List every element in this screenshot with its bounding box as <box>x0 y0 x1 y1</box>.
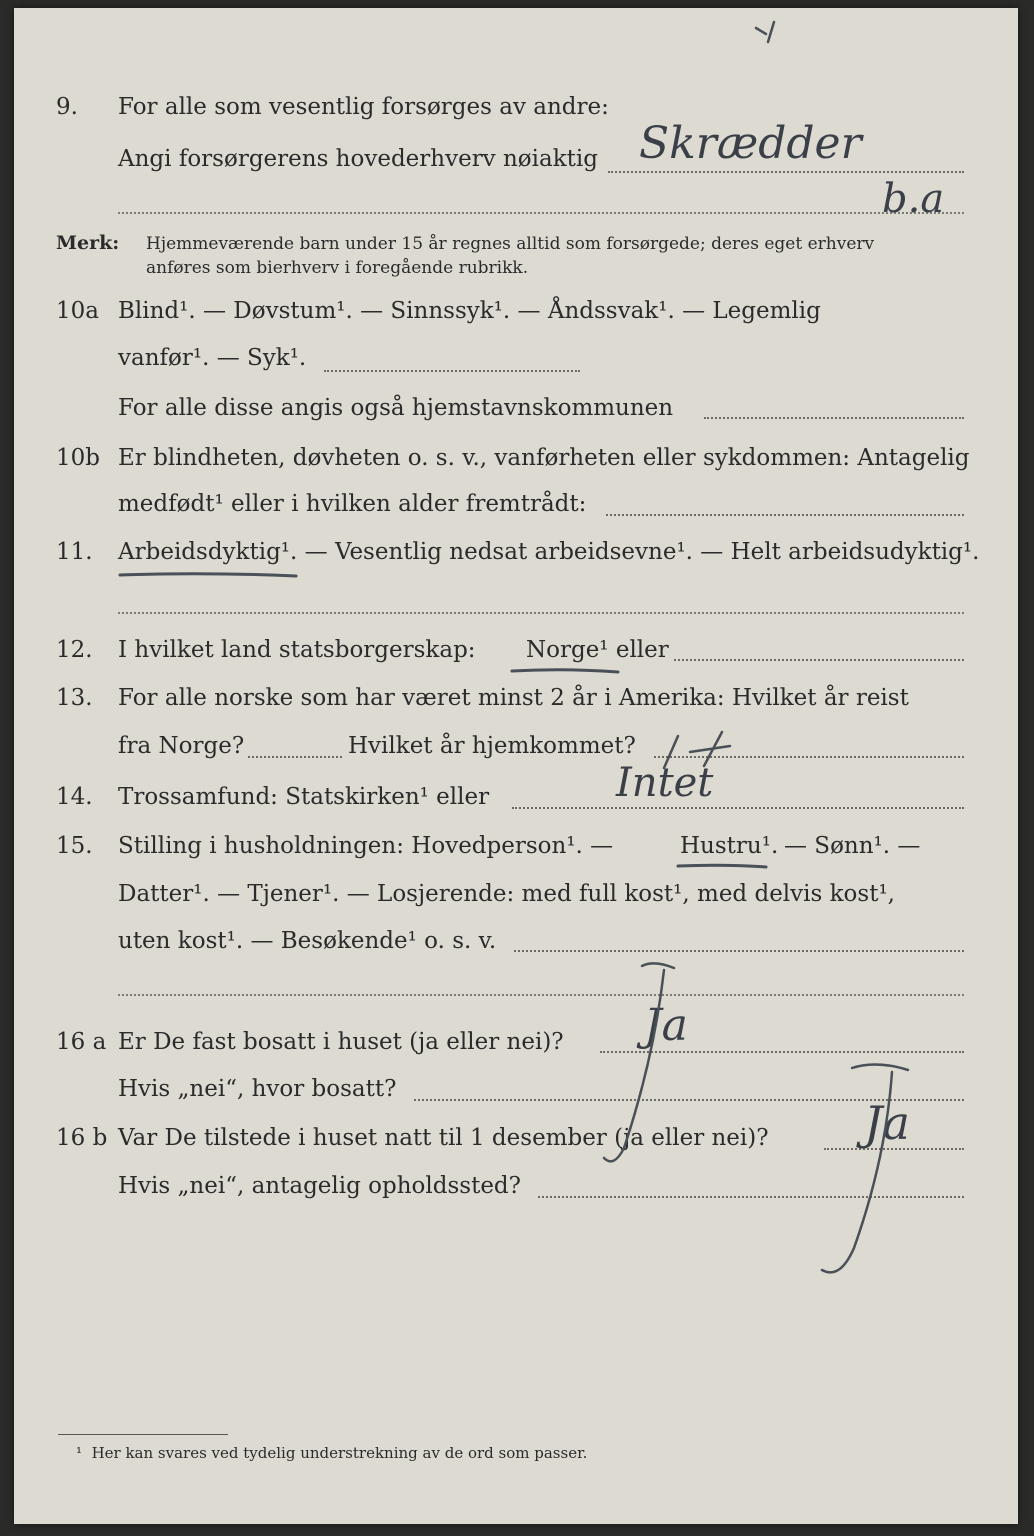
q13-number: 13. <box>56 685 93 711</box>
q9-line2: Angi forsørgerens hovederhverv nøiaktig <box>118 146 598 172</box>
q15-number: 15. <box>56 833 93 859</box>
q15-opt-hustru[interactable]: Hustru¹. <box>680 833 779 859</box>
q16a-number: 16 a <box>56 1029 107 1055</box>
q10b-line2: medfødt¹ eller i hvilken alder fremtrådt: <box>118 491 587 517</box>
merk-line2: anføres som bierhverv i foregående rubrikk. <box>146 258 529 278</box>
q9-line1: For alle som vesentlig forsørges av andre: <box>118 94 609 120</box>
q14-handwritten-answer: Intet <box>616 760 714 806</box>
q15-line1a: Stilling i husholdningen: Hovedperson¹. — <box>118 833 614 859</box>
q15-line2: Datter¹. — Tjener¹. — Losjerende: med full kost¹, med delvis kost¹, <box>118 881 895 907</box>
footnote-text: Her kan svares ved tydelig understrekning av de ord som passer. <box>91 1444 588 1462</box>
q9-number: 9. <box>56 94 78 120</box>
q12-opt-norge[interactable]: Norge¹ eller <box>526 637 669 663</box>
q16b-line1: Var De tilstede i huset natt til 1 desember (ja eller nei)? <box>118 1125 769 1151</box>
top-mark-stroke <box>756 22 774 42</box>
q12-number: 12. <box>56 637 93 663</box>
q16a-handwritten-answer: Ja <box>644 1000 688 1051</box>
q10b-number: 10b <box>56 445 100 471</box>
q11-number: 11. <box>56 539 93 565</box>
q14-text: Trossamfund: Statskirken¹ eller <box>118 784 490 810</box>
q10a-number: 10a <box>56 298 99 324</box>
q16a-line2: Hvis „nei“, hvor bosatt? <box>118 1076 397 1102</box>
q15-line3: uten kost¹. — Besøkende¹ o. s. v. <box>118 928 497 954</box>
underline-norge <box>512 670 618 672</box>
q16b-handwritten-answer: Ja <box>864 1096 910 1150</box>
merk-line1: Hjemmeværende barn under 15 år regnes alltid som forsørgede; deres eget erhverv <box>146 234 875 254</box>
q13-line2b: Hvilket år hjemkommet? <box>348 733 636 759</box>
q13-line2a: fra Norge? <box>118 733 245 759</box>
census-form-page <box>14 8 1018 1524</box>
q11-opt-arbeidsdyktig[interactable]: Arbeidsdyktig¹. <box>118 539 298 565</box>
q10a-line3: For alle disse angis også hjemstavnskommunen <box>118 395 674 421</box>
q9-handwritten-answer: Skrædder <box>639 118 862 169</box>
q10b-line1: Er blindheten, døvheten o. s. v., vanførheten eller sykdommen: Antagelig <box>118 445 970 471</box>
q11-rest: — Vesentlig nedsat arbeidsevne¹. — Helt arbeidsudyktig¹. <box>297 539 980 565</box>
q16b-number: 16 b <box>56 1125 108 1151</box>
q10a-line1: Blind¹. — Døvstum¹. — Sinnssyk¹. — Åndssvak¹. — Legemlig <box>118 298 821 324</box>
q16a-line1: Er De fast bosatt i huset (ja eller nei)? <box>118 1029 564 1055</box>
q13-strike-strokes <box>664 732 730 768</box>
q10a-line2: vanfør¹. — Syk¹. <box>118 345 307 371</box>
q14-number: 14. <box>56 784 93 810</box>
q16b-line2: Hvis „nei“, antagelig opholdssted? <box>118 1173 521 1199</box>
merk-label: Merk: <box>56 232 120 254</box>
footnote-mark: ¹ <box>76 1444 83 1462</box>
underline-hustru <box>678 865 766 867</box>
q16a-j-stroke <box>604 963 674 1161</box>
q15-line1c: — Sønn¹. — <box>784 833 921 859</box>
q13-line1: For alle norske som har været minst 2 år i Amerika: Hvilket år reist <box>118 685 909 711</box>
handwriting-strokes <box>14 8 1018 1524</box>
q16b-j-stroke <box>822 1064 908 1272</box>
underline-arbeidsdyktig <box>120 574 296 576</box>
q12-text: I hvilket land statsborgerskap: <box>118 637 476 663</box>
q9-handwritten-mark: b.a <box>882 176 945 222</box>
